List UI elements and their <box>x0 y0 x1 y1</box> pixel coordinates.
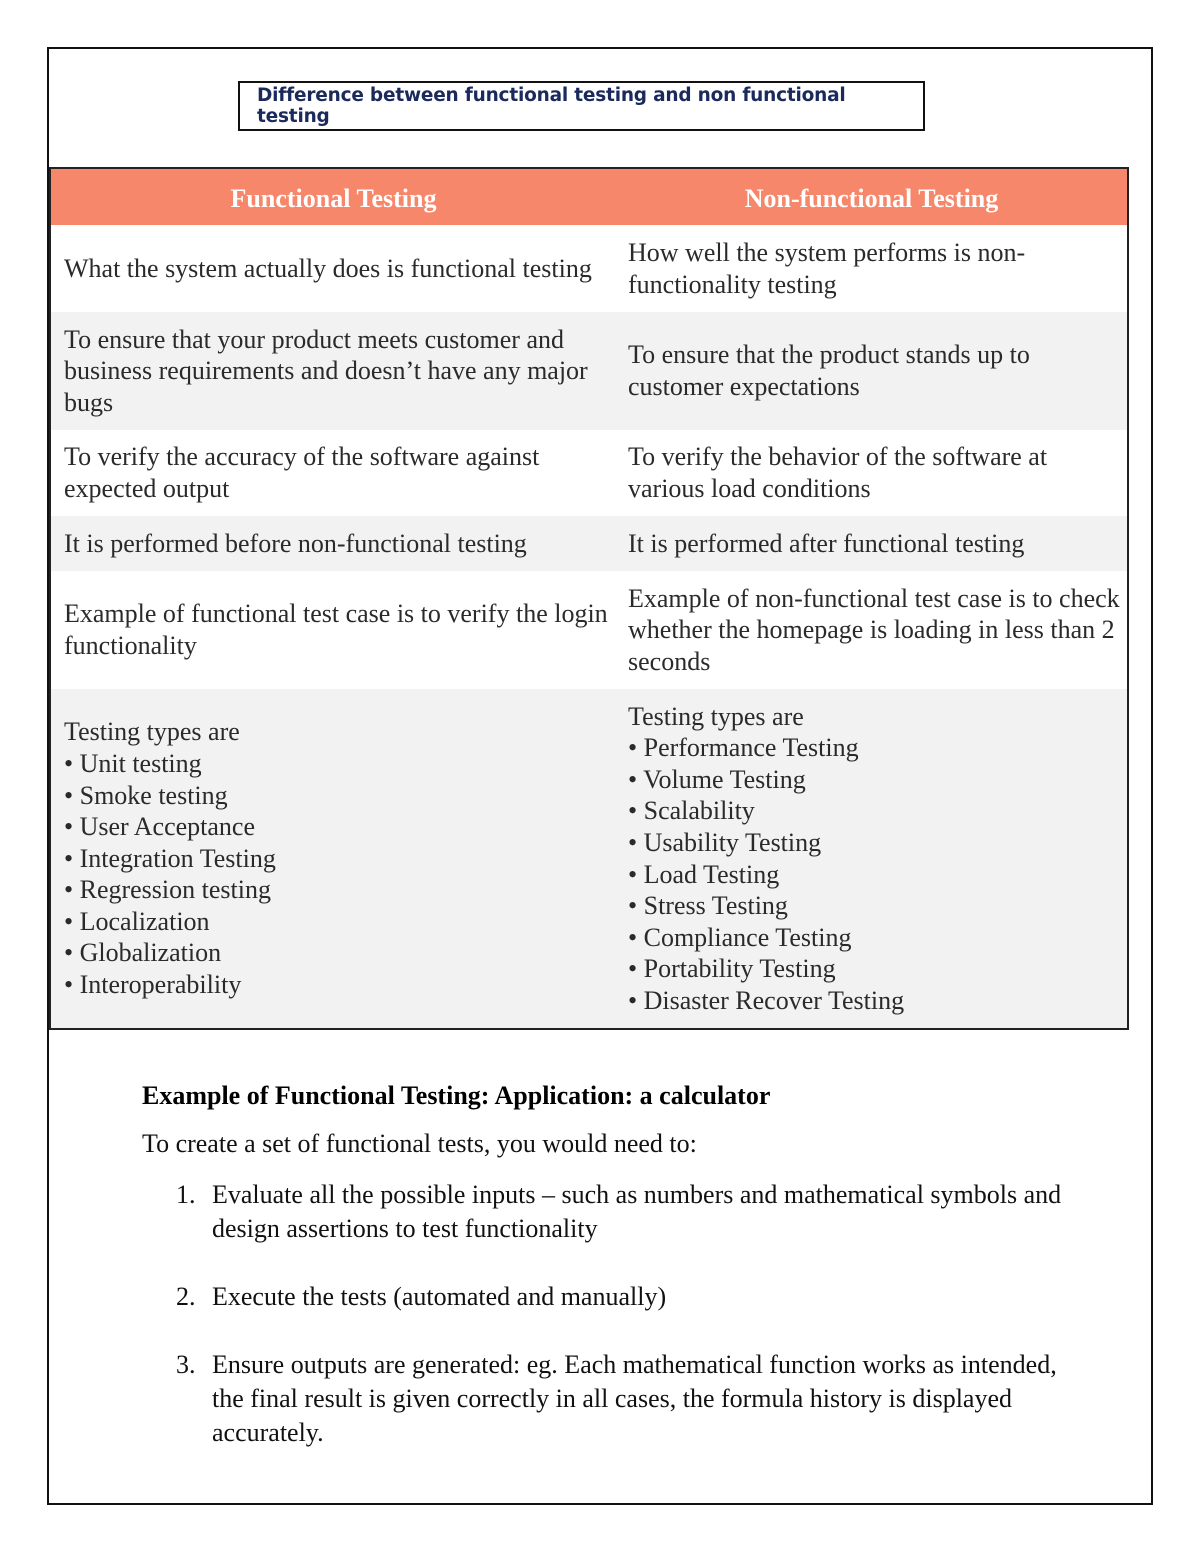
list-item: • Load Testing <box>628 859 780 889</box>
list-item: • Localization <box>64 906 210 936</box>
list-item: • Compliance Testing <box>628 922 852 952</box>
table-row-testing-types <box>51 689 1127 1028</box>
table-row <box>51 516 1127 571</box>
cell-functional: To verify the accuracy of the software against expected output <box>64 442 540 503</box>
list-item: • Usability Testing <box>628 827 822 857</box>
cell-functional: Example of functional test case is to verify the login functionality <box>64 599 608 660</box>
list-item: • User Acceptance <box>64 812 256 842</box>
table-row <box>51 430 1127 516</box>
example-intro: To create a set of functional tests, you would need to: <box>142 1129 697 1158</box>
page-title: Difference between functional testing and non functional testing <box>257 85 846 127</box>
list-item: • Scalability <box>628 796 755 826</box>
title-box <box>238 81 925 131</box>
cell-non-functional: How well the system performs is non-functionality testing <box>628 237 1026 299</box>
functional-types-list <box>64 689 614 1028</box>
cell-functional: To ensure that your product meets customer and business requirements and doesn’t have any major bugs <box>64 324 588 417</box>
non-functional-types-list <box>628 689 1123 1028</box>
table-row <box>51 312 1127 430</box>
list-item: • Stress Testing <box>628 891 788 921</box>
step-number: 1. <box>176 1180 196 1209</box>
header-functional: Functional Testing <box>230 184 437 213</box>
list-intro: Testing types are <box>628 701 804 731</box>
list-item: • Smoke testing <box>64 780 228 810</box>
header-non-functional: Non-functional Testing <box>744 184 999 213</box>
table-row <box>51 225 1127 312</box>
list-item: • Integration Testing <box>64 843 276 873</box>
cell-functional: What the system actually does is functional testing <box>64 253 592 283</box>
table-row <box>51 571 1127 689</box>
list-item: • Globalization <box>64 938 222 968</box>
list-item: • Unit testing <box>64 748 202 778</box>
comparison-table <box>49 167 1129 1030</box>
example-heading: Example of Functional Testing: Application: a calculator <box>142 1081 771 1110</box>
list-item: • Performance Testing <box>628 733 859 763</box>
list-intro: Testing types are <box>64 717 240 747</box>
list-item: • Disaster Recover Testing <box>628 985 905 1015</box>
step-text: Ensure outputs are generated: eg. Each mathematical function works as intended, the final result is given correctly in all cases, the formula history is displayed accurately. <box>212 1350 1057 1447</box>
list-item: • Portability Testing <box>628 954 836 984</box>
example-section <box>142 1076 1072 1164</box>
list-item: • Regression testing <box>64 875 271 905</box>
step-text: Evaluate all the possible inputs – such as numbers and mathematical symbols and design assertions to test functionality <box>212 1180 1062 1243</box>
step-number: 3. <box>176 1350 196 1379</box>
step-number: 2. <box>176 1282 196 1311</box>
step-text: Execute the tests (automated and manually) <box>212 1282 667 1311</box>
list-item: • Volume Testing <box>628 764 806 794</box>
cell-non-functional: It is performed after functional testing <box>628 528 1025 558</box>
cell-non-functional: To verify the behavior of the software at various load conditions <box>628 442 1048 503</box>
cell-non-functional: To ensure that the product stands up to customer expectations <box>628 340 1030 401</box>
list-item: • Interoperability <box>64 970 242 1000</box>
table-header <box>51 169 1127 225</box>
cell-functional: It is performed before non-functional testing <box>64 528 527 558</box>
cell-non-functional: Example of non-functional test case is to check whether the homepage is loading in less than 2 seconds <box>628 583 1120 676</box>
